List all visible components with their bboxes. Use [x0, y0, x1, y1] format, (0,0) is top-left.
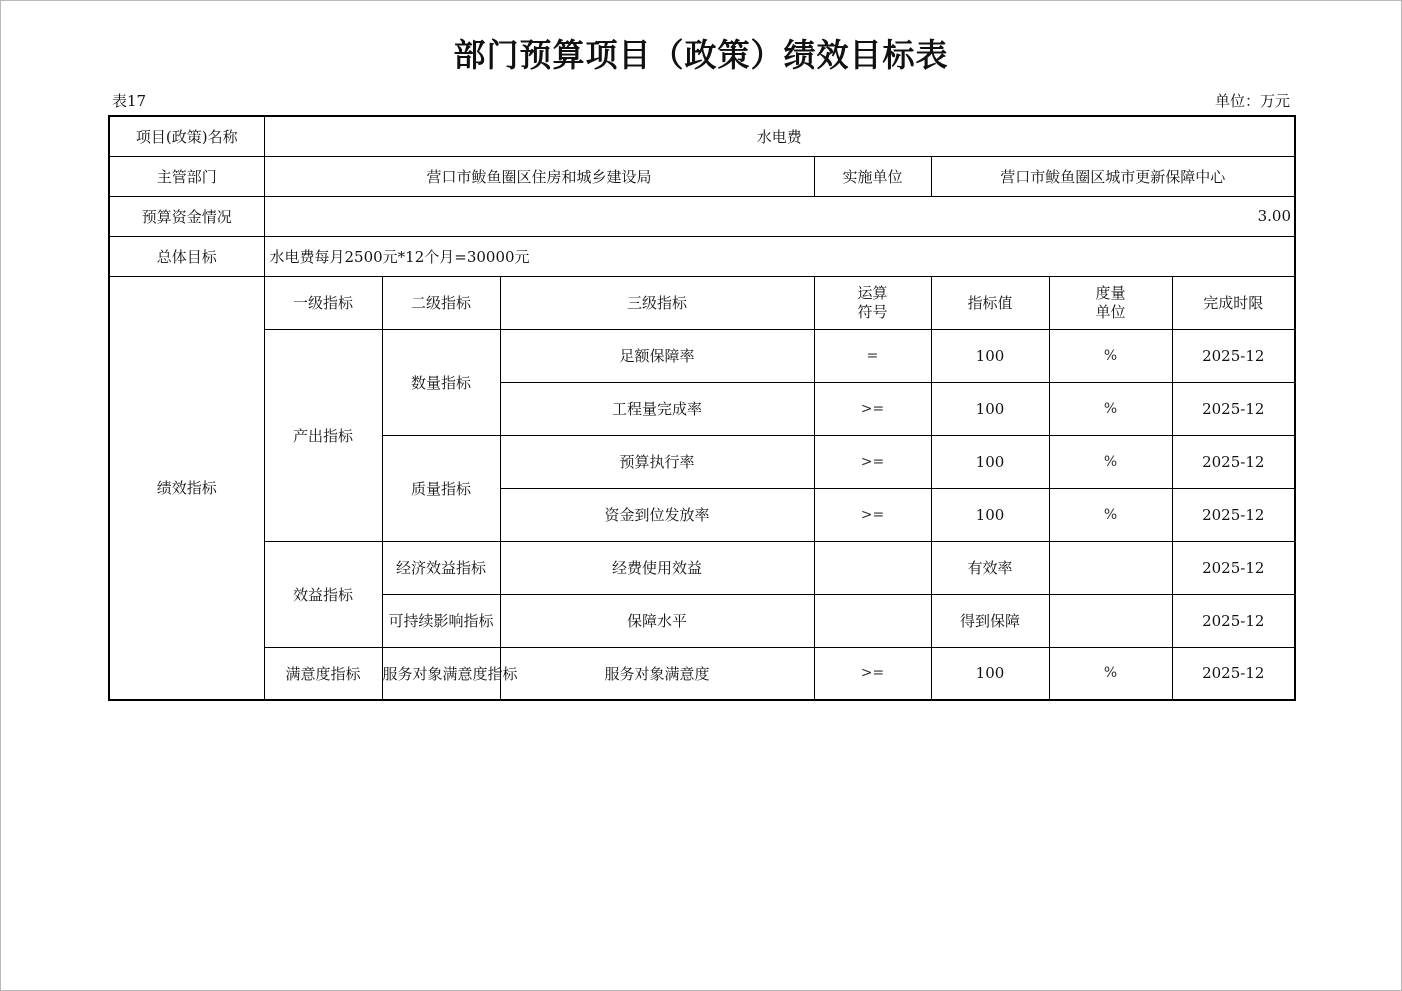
indicator-cell: 保障水平	[500, 594, 814, 647]
value-cell: 100	[931, 488, 1049, 541]
header-value: 指标值	[931, 276, 1049, 329]
table-row	[109, 647, 1295, 700]
indicator-cell: 资金到位发放率	[500, 488, 814, 541]
impl-value: 营口市鲅鱼圈区城市更新保障中心	[931, 156, 1295, 196]
indicator-cell: 足额保障率	[500, 329, 814, 382]
level1-benefit: 效益指标	[264, 541, 382, 647]
table-row	[109, 329, 1295, 382]
project-name-label: 项目(政策)名称	[109, 116, 264, 156]
value-cell: 得到保障	[931, 594, 1049, 647]
deadline-cell: 2025-12	[1172, 435, 1295, 488]
deadline-cell: 2025-12	[1172, 329, 1295, 382]
indicator-cell: 服务对象满意度	[500, 647, 814, 700]
deadline-cell: 2025-12	[1172, 488, 1295, 541]
unit-cell: %	[1049, 647, 1172, 700]
unit-cell	[1049, 594, 1172, 647]
header-operator: 运算 符号	[814, 276, 931, 329]
dept-label: 主管部门	[109, 156, 264, 196]
header-deadline: 完成时限	[1172, 276, 1295, 329]
impl-label: 实施单位	[814, 156, 931, 196]
operator-cell: >=	[814, 435, 931, 488]
page-title: 部门预算项目（政策）绩效目标表	[453, 36, 949, 74]
perf-label: 绩效指标	[109, 276, 264, 700]
operator-cell	[814, 541, 931, 594]
unit-cell: %	[1049, 435, 1172, 488]
dept-value: 营口市鲅鱼圈区住房和城乡建设局	[264, 156, 814, 196]
value-cell: 100	[931, 329, 1049, 382]
level1-output: 产出指标	[264, 329, 382, 541]
header-level2: 二级指标	[382, 276, 500, 329]
level1-satisfaction: 满意度指标	[264, 647, 382, 700]
table-number: 表17	[112, 92, 147, 110]
value-cell: 100	[931, 382, 1049, 435]
row-budget	[109, 196, 1295, 236]
deadline-cell: 2025-12	[1172, 541, 1295, 594]
row-project-name	[109, 116, 1295, 156]
value-cell: 100	[931, 647, 1049, 700]
header-level1: 一级指标	[264, 276, 382, 329]
unit-cell: %	[1049, 382, 1172, 435]
value-cell: 100	[931, 435, 1049, 488]
unit-cell	[1049, 541, 1172, 594]
operator-cell: >=	[814, 382, 931, 435]
value-cell: 有效率	[931, 541, 1049, 594]
table-row	[109, 541, 1295, 594]
level2-economic: 经济效益指标	[382, 541, 500, 594]
row-headers	[109, 276, 1295, 329]
deadline-cell: 2025-12	[1172, 647, 1295, 700]
unit-label: 单位：万元	[1214, 92, 1290, 110]
indicator-cell: 预算执行率	[500, 435, 814, 488]
row-department	[109, 156, 1295, 196]
performance-target-table	[108, 115, 1296, 701]
level2-quantity: 数量指标	[382, 329, 500, 435]
goal-label: 总体目标	[109, 236, 264, 276]
level2-service: 服务对象满意度指标	[382, 647, 500, 700]
deadline-cell: 2025-12	[1172, 594, 1295, 647]
operator-cell: >=	[814, 488, 931, 541]
operator-cell: >=	[814, 647, 931, 700]
unit-cell: %	[1049, 488, 1172, 541]
level2-quality: 质量指标	[382, 435, 500, 541]
budget-label: 预算资金情况	[109, 196, 264, 236]
operator-cell	[814, 594, 931, 647]
indicator-cell: 经费使用效益	[500, 541, 814, 594]
row-goal	[109, 236, 1295, 276]
operator-cell: =	[814, 329, 931, 382]
project-name-value: 水电费	[264, 116, 1295, 156]
header-level3: 三级指标	[500, 276, 814, 329]
unit-cell: %	[1049, 329, 1172, 382]
level2-sustainable: 可持续影响指标	[382, 594, 500, 647]
indicator-cell: 工程量完成率	[500, 382, 814, 435]
goal-value: 水电费每月2500元*12个月=30000元	[264, 236, 1295, 276]
header-unit: 度量 单位	[1049, 276, 1172, 329]
budget-value: 3.00	[264, 196, 1295, 236]
deadline-cell: 2025-12	[1172, 382, 1295, 435]
